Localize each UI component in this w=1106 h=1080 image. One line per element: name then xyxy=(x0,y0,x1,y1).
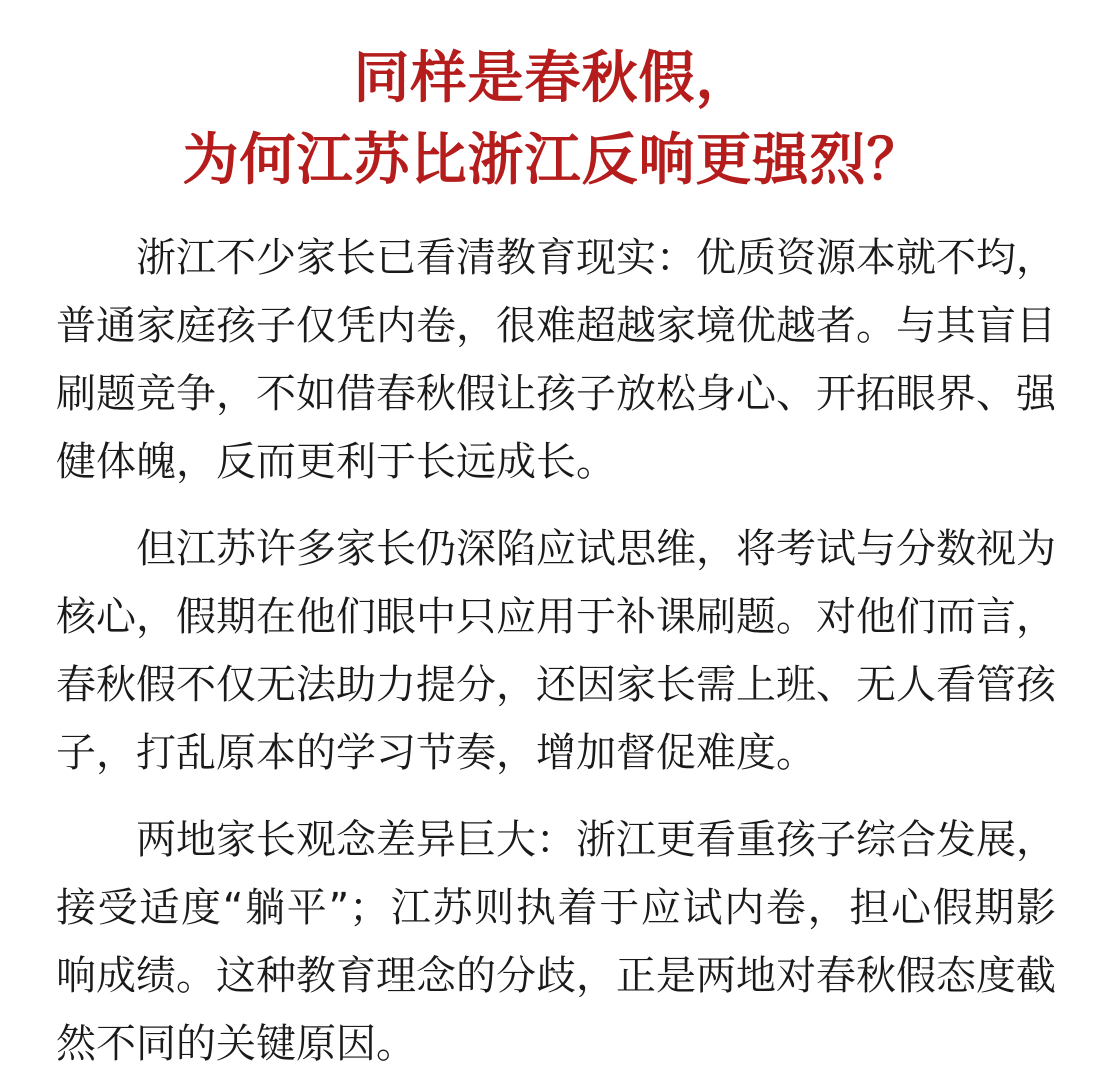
paragraph-zhejiang: 浙江不少家长已看清教育现实：优质资源本就不均，普通家庭孩子仅凭内卷，很难超越家境优越者。与其盲目刷题竞争，不如借春秋假让孩子放松身心、开拓眼界、强健体魄，反而更利于长远成长。 xyxy=(56,235,1056,485)
paragraph-jiangsu: 但江苏许多家长仍深陷应试思维，将考试与分数视为核心，假期在他们眼中只应用于补课刷题。对他们而言，春秋假不仅无法助力提分，还因家长需上班、无人看管孩子，打乱原本的学习节奏，增加督促难度。 xyxy=(56,526,1056,776)
article-title-line-2: 为何江苏比浙江反响更强烈？ xyxy=(182,128,924,193)
article-title-line-1: 同样是春秋假， xyxy=(353,46,753,111)
paragraph-comparison: 两地家长观念差异巨大：浙江更看重孩子综合发展，接受适度“躺平”；江苏则执着于应试内卷，担心假期影响成绩。这种教育理念的分歧，正是两地对春秋假态度截然不同的关键原因。 xyxy=(56,817,1056,1067)
